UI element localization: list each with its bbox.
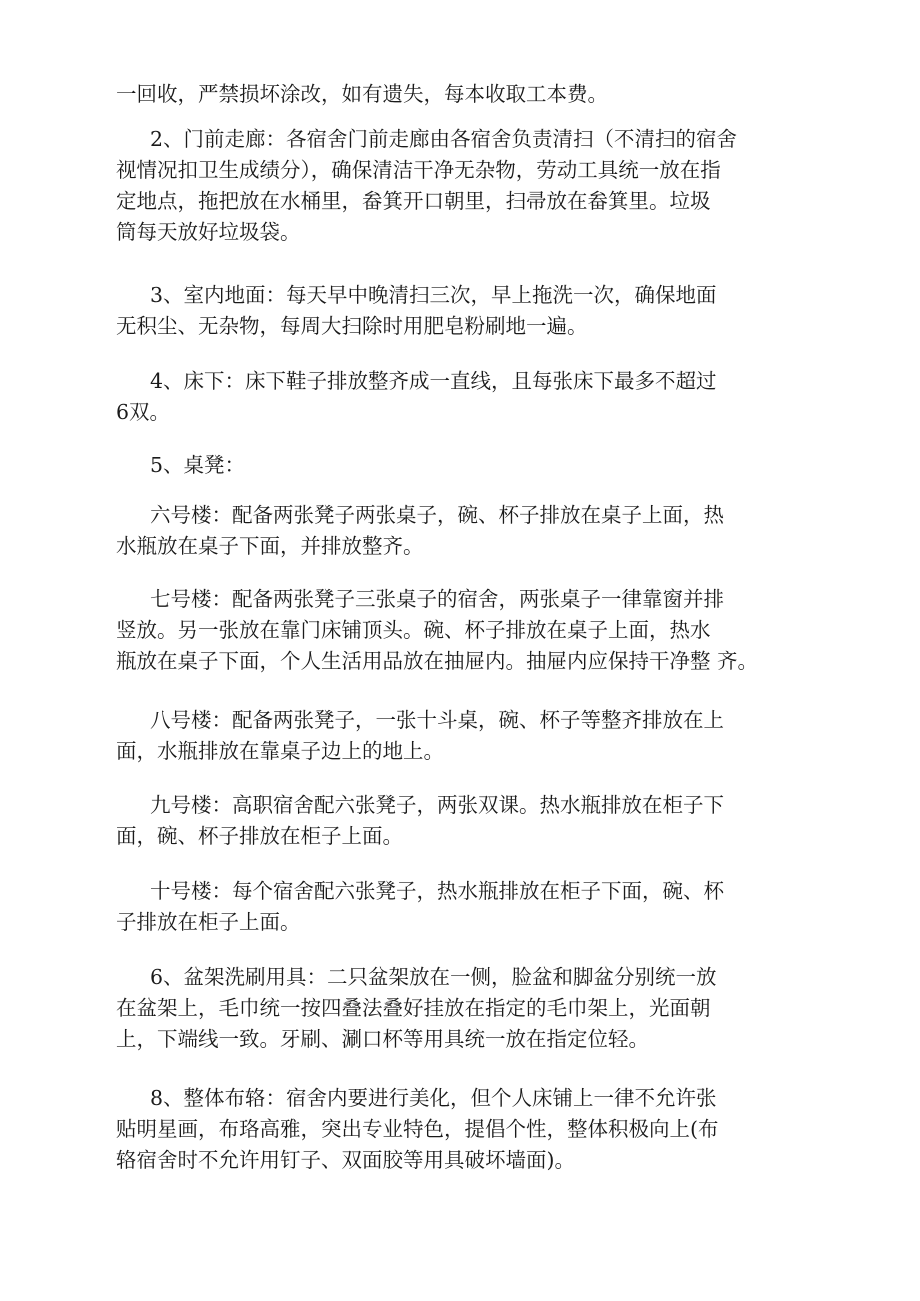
paragraph-building-6: [116, 500, 816, 562]
text-line: 面，碗、杯子排放在柜子上面。: [116, 824, 403, 848]
text-line: 八号楼：配备两张凳子，一张十斗桌，碗、杯子等整齐排放在上: [150, 708, 724, 732]
paragraph-building-7: [116, 584, 816, 677]
text-line: 瓶放在桌子下面，个人生活用品放在抽屉内。抽屉内应保持干净整 齐。: [116, 649, 759, 673]
text-line: 一回收，严禁损坏涂改，如有遗失，每本收取工本费。: [116, 82, 608, 106]
text-line: 十号楼：每个宿舍配六张凳子，热水瓶排放在柜子下面，碗、杯: [150, 879, 724, 903]
text-line: 5、桌凳：: [150, 453, 246, 477]
paragraph-building-8: [116, 705, 816, 767]
text-line: 七号楼：配备两张凳子三张桌子的宿舍，两张桌子一律靠窗并排: [150, 587, 724, 611]
text-line: 贴明星画，布珞高雅，突出专业特色，提倡个性，整体积极向上(布: [116, 1117, 719, 1141]
text-line: 水瓶放在桌子下面，并排放整齐。: [116, 534, 424, 558]
text-line: 视情况扣卫生成绩分），确保清洁干净无杂物，劳动工具统一放在指: [116, 158, 721, 182]
text-line: 8、整体布辂：宿舍内要进行美化，但个人床铺上一律不允许张: [150, 1086, 717, 1110]
text-line: 6双。: [116, 400, 171, 424]
text-line: 6、盆架洗刷用具：二只盆架放在一侧，脸盆和脚盆分别统一放: [150, 965, 717, 989]
text-line: 竖放。另一张放在靠门床铺顶头。碗、杯子排放在桌子上面，热水: [116, 618, 711, 642]
text-line: 筒每天放好垃圾袋。: [116, 220, 301, 244]
text-line: 辂宿舍时不允许用钉子、双面胶等用具破坏墙面)。: [116, 1148, 575, 1172]
text-line: 在盆架上，毛巾统一按四叠法叠好挂放在指定的毛巾架上，光面朝: [116, 996, 711, 1020]
text-line: 无积尘、无杂物，每周大扫除时用肥皂粉刷地一遍。: [116, 314, 588, 338]
text-line: 子排放在柜子上面。: [116, 910, 301, 934]
paragraph-corridor: [116, 124, 816, 248]
paragraph-continuation: [116, 79, 816, 110]
paragraph-overall-layout: [116, 1083, 816, 1176]
text-line: 上，下端线一致。牙刷、涮口杯等用具统一放在指定位轻。: [116, 1027, 649, 1051]
text-line: 定地点，拖把放在水桶里，畚箕开口朝里，扫帚放在畚箕里。垃圾: [116, 189, 711, 213]
text-line: 九号楼：高职宿舍配六张凳子，两张双课。热水瓶排放在柜子下: [150, 793, 724, 817]
paragraph-wash-items: [116, 962, 816, 1055]
paragraph-floor: [116, 280, 816, 342]
text-line: 2、门前走廊：各宿舍门前走廊由各宿舍负责清扫（不清扫的宿舍: [150, 127, 738, 151]
paragraph-under-bed: [116, 366, 816, 428]
text-line: 3、室内地面：每天早中晚清扫三次，早上拖洗一次，确保地面: [150, 283, 717, 307]
paragraph-tables-heading: [116, 450, 816, 481]
paragraph-building-9: [116, 790, 816, 852]
text-line: 4、床下：床下鞋子排放整齐成一直线，且每张床下最多不超过: [150, 369, 717, 393]
text-line: 面，水瓶排放在靠桌子边上的地上。: [116, 739, 444, 763]
paragraph-building-10: [116, 876, 816, 938]
text-line: 六号楼：配备两张凳子两张桌子，碗、杯子排放在桌子上面，热: [150, 503, 724, 527]
